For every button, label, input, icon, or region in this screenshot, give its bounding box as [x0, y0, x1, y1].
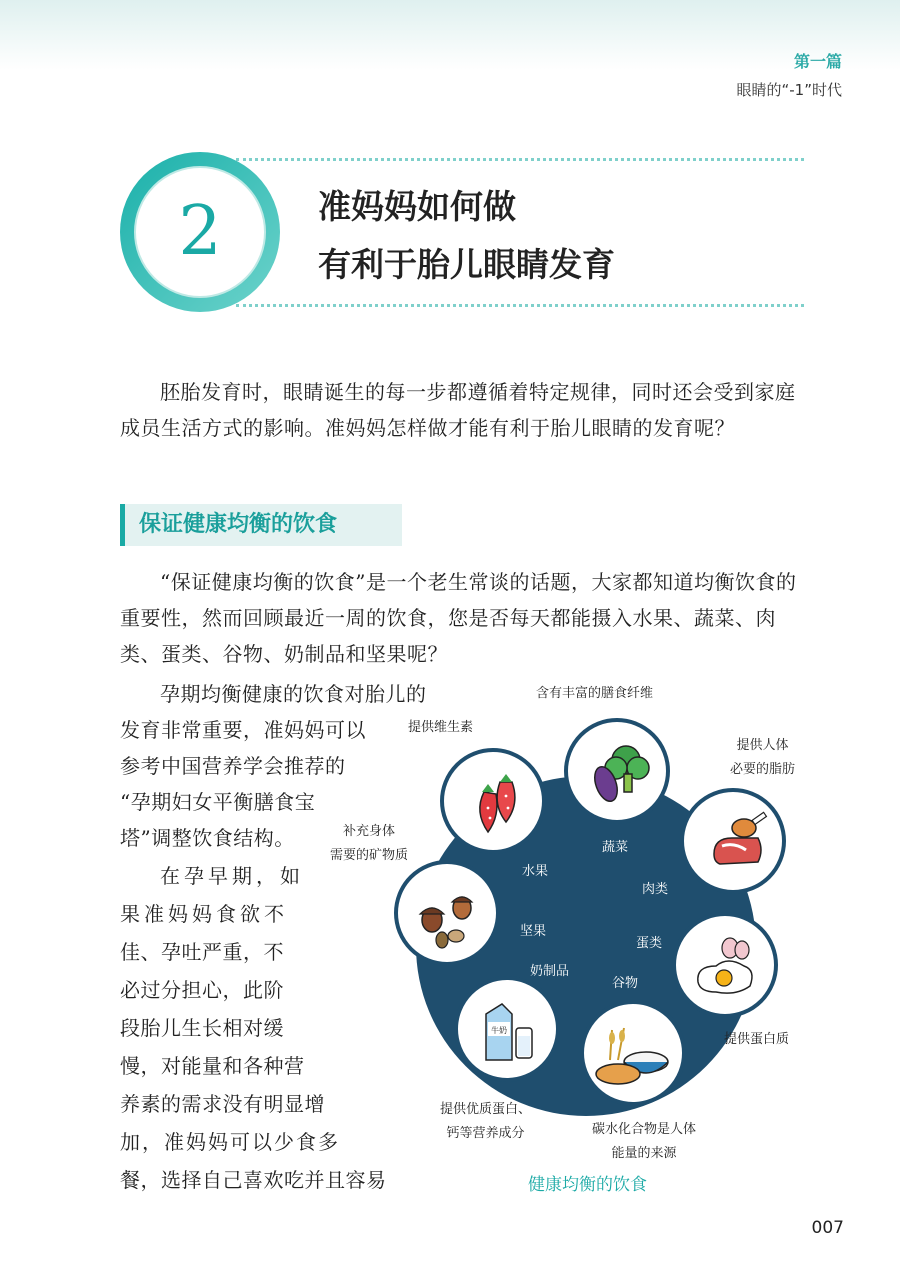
callout-nut: 补充身体 需要的矿物质	[330, 824, 409, 863]
chapter-title-line-1: 准妈妈如何做	[318, 187, 516, 226]
milk-icon	[454, 976, 560, 1082]
strawberry-icon	[440, 748, 546, 854]
plate-label-egg: 蛋类	[636, 936, 663, 951]
chapter-number: 2	[178, 192, 222, 271]
callout-egg: 提供蛋白质	[724, 1032, 790, 1047]
balanced-diet-diagram	[330, 680, 850, 1200]
text-line: 必过分担心，此阶	[120, 978, 284, 1002]
text-line: 果准妈妈食欲不	[120, 902, 288, 926]
text-line: 慢，对能量和各种营	[120, 1054, 305, 1078]
text-line: 段胎儿生长相对缓	[120, 1016, 284, 1040]
part-label: 第一篇	[793, 52, 842, 71]
diagram-caption: 健康均衡的饮食	[528, 1175, 647, 1195]
chapter-title	[318, 178, 615, 294]
plate-label-fruit: 水果	[522, 864, 549, 879]
page-number: 007	[811, 1218, 844, 1238]
chapter-label: 眼睛的“-1”时代	[736, 81, 842, 99]
text-line: 发育非常重要，准妈妈可以	[120, 718, 366, 742]
callout-grain: 碳水化合物是人体 能量的来源	[592, 1122, 697, 1161]
text-line: 孕期均衡健康的饮食对胎儿的	[160, 682, 427, 706]
plate-label-vegetable: 蔬菜	[602, 840, 629, 855]
dotted-rule-top	[236, 158, 804, 161]
chapter-number-badge	[120, 152, 280, 312]
section-heading-text: 保证健康均衡的饮食	[139, 512, 338, 537]
plate-label-grain: 谷物	[612, 976, 639, 991]
text-line: “孕期妇女平衡膳食宝	[120, 790, 316, 814]
callout-meat: 提供人体 必要的脂肪	[730, 738, 796, 777]
plate-label-dairy: 奶制品	[530, 964, 570, 979]
meat-icon	[680, 788, 786, 894]
text-line: 在孕早期，如	[160, 864, 304, 888]
running-header	[737, 52, 843, 102]
plate-label-meat: 肉类	[642, 882, 669, 897]
intro-paragraph: 胚胎发育时，眼睛诞生的每一步都遵循着特定规律，同时还会受到家庭成员生活方式的影响。准妈妈怎样做才能有利于胎儿眼睛的发育呢？	[120, 380, 796, 440]
callout-dairy: 提供优质蛋白、 钙等营养成分	[440, 1102, 532, 1141]
text-line: 佳、孕吐严重，不	[120, 940, 284, 964]
text-line: 养素的需求没有明显增	[120, 1092, 325, 1116]
grain-icon	[580, 1000, 686, 1106]
dotted-rule-bottom	[236, 304, 804, 307]
vegetable-icon	[564, 718, 670, 824]
text-line: 餐，选择自己喜欢吃并且容易	[120, 1168, 387, 1192]
callout-fruit: 提供维生素	[408, 720, 474, 735]
nut-icon	[394, 860, 500, 966]
chapter-title-line-2: 有利于胎儿眼睛发育	[318, 245, 615, 284]
text-line: 加，准妈妈可以少食多	[120, 1130, 340, 1154]
text-line: 塔”调整饮食结构。	[120, 826, 295, 850]
egg-icon	[672, 912, 778, 1018]
section-heading	[120, 504, 402, 546]
section-paragraph-1: “保证健康均衡的饮食”是一个老生常谈的话题，大家都知道均衡饮食的重要性，然而回顾最近一周的饮食，您是否每天都能摄入水果、蔬菜、肉类、蛋类、谷物、奶制品和坚果呢？	[120, 570, 797, 666]
callout-vegetable: 含有丰富的膳食纤维	[536, 686, 654, 701]
milk-carton-label: 牛奶	[491, 1026, 507, 1035]
plate-label-nut: 坚果	[520, 924, 547, 939]
text-line: 参考中国营养学会推荐的	[120, 754, 346, 778]
